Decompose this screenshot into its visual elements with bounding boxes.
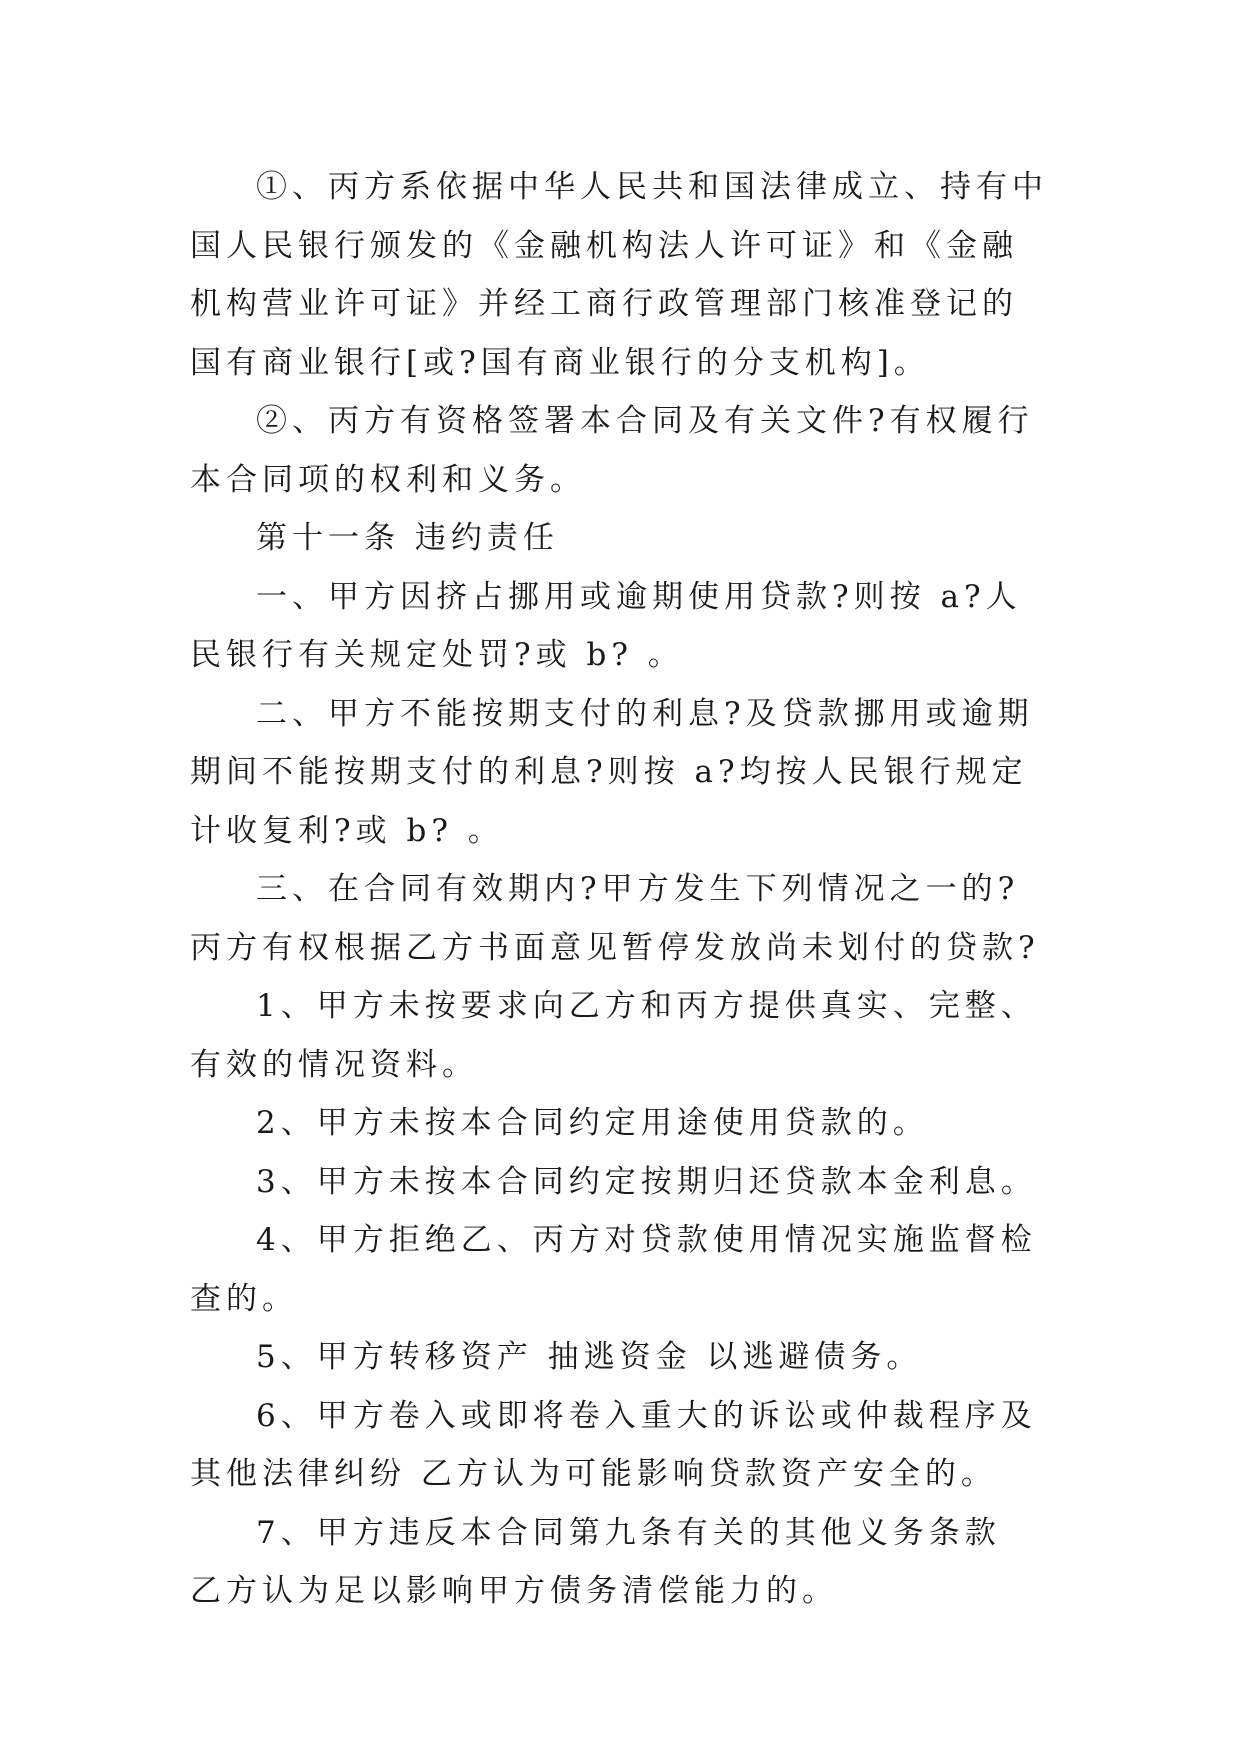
document-page — [190, 158, 1050, 1621]
list-item-5: 5、甲方转移资产 抽逃资金 以逃避债务。 — [256, 1339, 923, 1375]
paragraph-item-one: 一、甲方因挤占挪用或逾期使用贷款?则按 a?人民银行有关规定处罚?或 b? 。 — [190, 578, 1022, 673]
list-item-4: 4、甲方拒绝乙、丙方对贷款使用情况实施监督检查的。 — [190, 1222, 1037, 1317]
list-item-2: 2、甲方未按本合同约定用途使用贷款的。 — [256, 1105, 929, 1141]
paragraph-clause-1: ①、丙方系依据中华人民共和国法律成立、持有中国人民银行颁发的《金融机构法人许可证》和《金融机构营业许可证》并经工商行政管理部门核准登记的国有商业银行[或?国有商业银行的分支机构]。 — [190, 169, 1048, 381]
list-item-7: 7、甲方违反本合同第九条有关的其他义务条款 乙方认为足以影响甲方债务清偿能力的。 — [190, 1514, 1001, 1609]
list-item-1: 1、甲方未按要求向乙方和丙方提供真实、完整、有效的情况资料。 — [190, 988, 1037, 1083]
list-item-6: 6、甲方卷入或即将卷入重大的诉讼或仲裁程序及其他法律纠纷 乙方认为可能影响贷款资产安全的。 — [190, 1397, 1037, 1492]
paragraph-item-two: 二、甲方不能按期支付的利息?及贷款挪用或逾期期间不能按期支付的利息?则按 a?均按人民银行规定计收复利?或 b? 。 — [190, 695, 1034, 849]
paragraph-clause-2: ②、丙方有资格签署本合同及有关文件?有权履行本合同项的权利和义务。 — [190, 403, 1034, 498]
section-heading-article-11: 第十一条 违约责任 — [256, 520, 559, 556]
list-item-3: 3、甲方未按本合同约定按期归还贷款本金利息。 — [256, 1163, 1037, 1200]
paragraph-item-three: 三、在合同有效期内?甲方发生下列情况之一的?丙方有权根据乙方书面意见暂停发放尚未划付的贷款? — [190, 871, 1040, 966]
